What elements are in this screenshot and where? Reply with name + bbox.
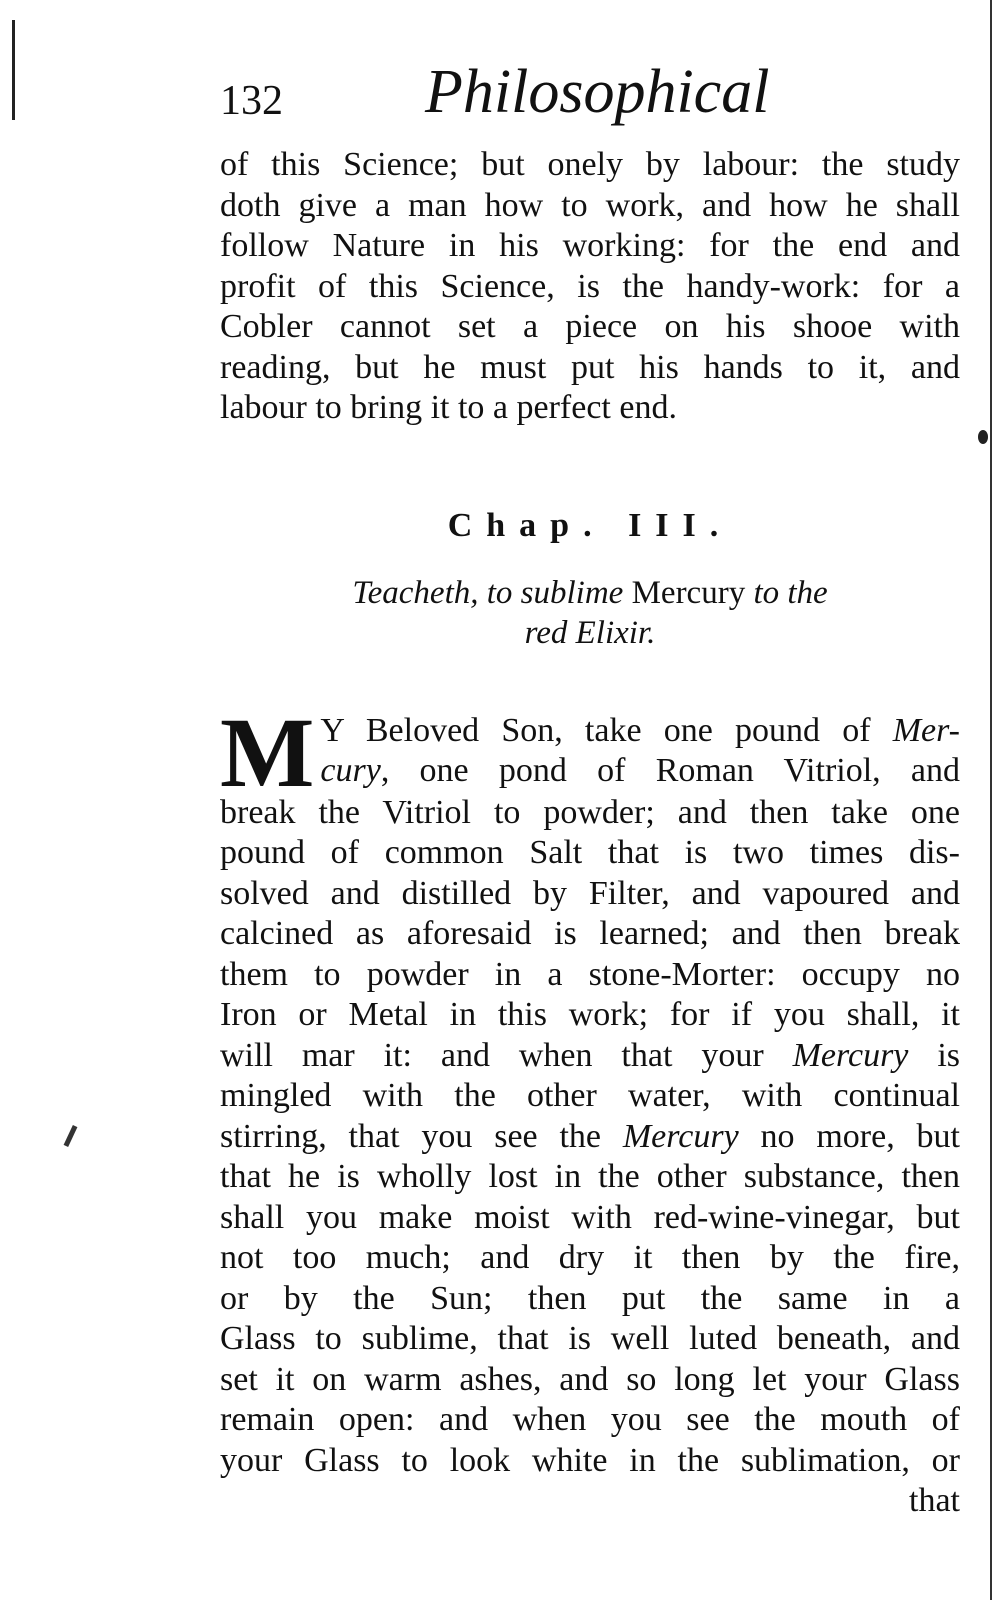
text-line: Iron or Metal in this work; for if you shall, it — [220, 996, 960, 1033]
text-line: remain open: and when you see the mouth of — [220, 1401, 960, 1438]
chapter-subtitle-line-2: red Elixir. — [524, 614, 656, 651]
text-line: them to powder in a stone-Morter: occupy no — [220, 955, 960, 993]
text-line: Glass to sublime, that is well luted beneath, and — [220, 1320, 960, 1357]
text-line: Cobler cannot set a piece on his shooe with — [220, 308, 960, 345]
text-line: cury, one pond of Roman Vitriol, and — [320, 752, 960, 789]
text-line: break the Vitriol to powder; and then take one — [220, 793, 960, 831]
text-line: mingled with the other water, with continual — [220, 1077, 960, 1114]
text-line: profit of this Science, is the handy-work: for a — [220, 267, 960, 305]
opening-paragraph — [220, 145, 960, 429]
text-line: doth give a man how to work, and how he shall — [220, 186, 960, 224]
scan-edge-mark-right — [990, 0, 992, 1600]
chapter-heading: Chap. III. — [447, 506, 733, 544]
text-line: your Glass to look white in the sublimation, or — [220, 1441, 960, 1479]
subtitle-italic-part: Teacheth, to sublime — [352, 574, 632, 611]
drop-cap: M — [220, 696, 315, 808]
chapter-subtitle — [220, 573, 960, 653]
text-line: set it on warm ashes, and so long let your Glass — [220, 1360, 960, 1398]
running-title: Philosophical — [425, 58, 770, 126]
text-line: will mar it: and when that your Mercury is — [220, 1036, 960, 1074]
running-head — [220, 55, 960, 145]
scan-stray-mark — [64, 1125, 78, 1147]
text-line: Y Beloved Son, take one pound of Mer- — [320, 711, 960, 749]
scan-edge-mark-left — [12, 20, 15, 120]
text-line: that he is wholly lost in the other substance, then — [220, 1158, 960, 1195]
text-line: shall you make moist with red-wine-vinegar, but — [220, 1198, 960, 1236]
scan-ink-spot — [978, 430, 988, 444]
text-line: not too much; and dry it then by the fire, — [220, 1239, 960, 1276]
text-line: of this Science; but onely by labour: the study — [220, 146, 960, 183]
text-line: labour to bring it to a perfect end. — [220, 389, 677, 426]
page-number: 132 — [220, 78, 283, 124]
text-line: stirring, that you see the Mercury no more, but — [220, 1117, 960, 1155]
text-line: or by the Sun; then put the same in a — [220, 1279, 960, 1317]
chapter-subtitle-line-1 — [220, 573, 960, 613]
book-page — [220, 55, 960, 1521]
subtitle-roman-part: Mercury — [631, 574, 746, 611]
text-line: follow Nature in his working: for the end and — [220, 227, 960, 264]
text-line: calcined as aforesaid is learned; and then break — [220, 915, 960, 952]
text-line: solved and distilled by Filter, and vapoured and — [220, 874, 960, 912]
subtitle-italic-tail: to the — [745, 574, 828, 611]
text-line: reading, but he must put his hands to it, and — [220, 348, 960, 386]
text-line: pound of common Salt that is two times dis- — [220, 834, 960, 871]
catchword: that — [909, 1482, 960, 1519]
main-paragraph — [220, 696, 960, 1522]
